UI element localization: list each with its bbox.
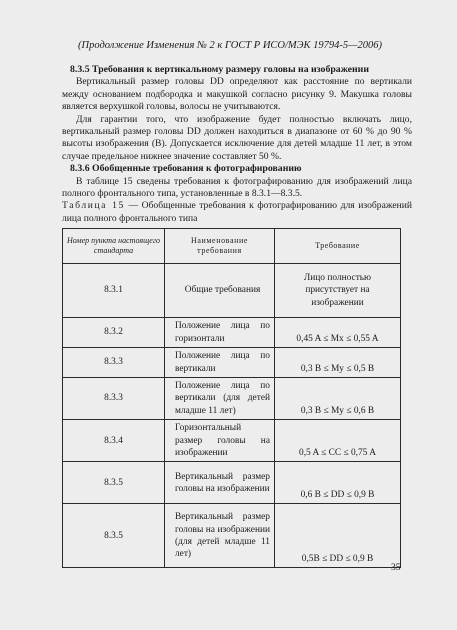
requirement-value-cell: 0,5B ≤ DD ≤ 0,9 B: [275, 504, 401, 568]
requirements-table: [62, 228, 401, 568]
clause-cell: 8.3.5: [63, 504, 165, 568]
table-caption: [62, 200, 412, 225]
table-row: [63, 504, 401, 568]
requirement-value-cell: 0,3 B ≤ My ≤ 0,5 B: [275, 348, 401, 378]
clause-cell: 8.3.3: [63, 378, 165, 420]
column-header-name: Наименование требования: [165, 229, 275, 264]
section-8-3-5-title: 8.3.5 Требования к вертикальному размеру головы на изображении: [70, 64, 369, 75]
clause-cell: 8.3.2: [63, 318, 165, 348]
section-8-3-6-para-1: В таблице 15 сведены требования к фотографированию для изображений лица полного фронтального типа, установленные в 8.3.1—8.3.5.: [62, 175, 412, 200]
page-number: 35: [391, 562, 401, 573]
table-caption-label: Таблица 15: [62, 200, 125, 212]
clause-cell: 8.3.3: [63, 348, 165, 378]
table-row: [63, 378, 401, 420]
section-8-3-6-title: 8.3.6 Обобщенные требования к фотографированию: [70, 163, 302, 175]
requirement-name-cell: Положение лица по вертикали: [165, 348, 275, 378]
section-8-3-5-para-1: Вертикальный размер головы DD определяют как расстояние по вертикали между основанием подбородка и макушкой согласно рисунку 9. Макушка головы является верхушкой головы, волосы не учитываются.: [62, 76, 412, 113]
requirement-name-cell: Вертикальный размер головы на изображении (для детей младше 11 лет): [165, 504, 275, 568]
requirement-value-cell: 0,3 B ≤ My ≤ 0,6 B: [275, 378, 401, 420]
table-row: [63, 264, 401, 318]
running-header: (Продолжение Изменения № 2 к ГОСТ Р ИСО/МЭК 19794-5—2006): [78, 40, 382, 51]
clause-cell: 8.3.5: [63, 462, 165, 504]
requirement-value-cell: 0,5 A ≤ CC ≤ 0,75 A: [275, 420, 401, 462]
requirement-name-cell: Положение лица по горизонтали: [165, 318, 275, 348]
column-header-clause: Номер пункта настоящего стандарта: [63, 229, 165, 264]
requirement-value-cell: 0,6 B ≤ DD ≤ 0,9 B: [275, 462, 401, 504]
requirement-value-cell: 0,45 A ≤ Mx ≤ 0,55 A: [275, 318, 401, 348]
table-row: [63, 462, 401, 504]
table-caption-text: — Обобщенные требования к фотографированию для изображений лица полного фронтального типа: [62, 200, 412, 224]
table-header-row: [63, 229, 401, 264]
table-row: [63, 318, 401, 348]
table-row: [63, 348, 401, 378]
clause-cell: 8.3.4: [63, 420, 165, 462]
section-8-3-5-para-2: Для гарантии того, что изображение будет полностью включать лицо, вертикальный размер головы DD должен находиться в диапазоне от 60 % до 90 % высоты изображения (B). Допускается исключение для детей младше 11 лет, в этом случае предельное нижнее значение составляет 50 %.: [62, 113, 412, 162]
body-text: [62, 64, 412, 225]
requirement-value-cell: Лицо полностью присутствует на изображении: [275, 264, 401, 318]
requirement-name-cell: Положение лица по вертикали (для детей младше 11 лет): [165, 378, 275, 420]
requirement-name-cell: Вертикальный размер головы на изображении: [165, 462, 275, 504]
requirement-name-cell: Общие требования: [165, 264, 275, 318]
clause-cell: 8.3.1: [63, 264, 165, 318]
column-header-requirement: Требование: [275, 229, 401, 264]
requirement-name-cell: Горизонтальный размер головы на изображении: [165, 420, 275, 462]
table-row: [63, 420, 401, 462]
